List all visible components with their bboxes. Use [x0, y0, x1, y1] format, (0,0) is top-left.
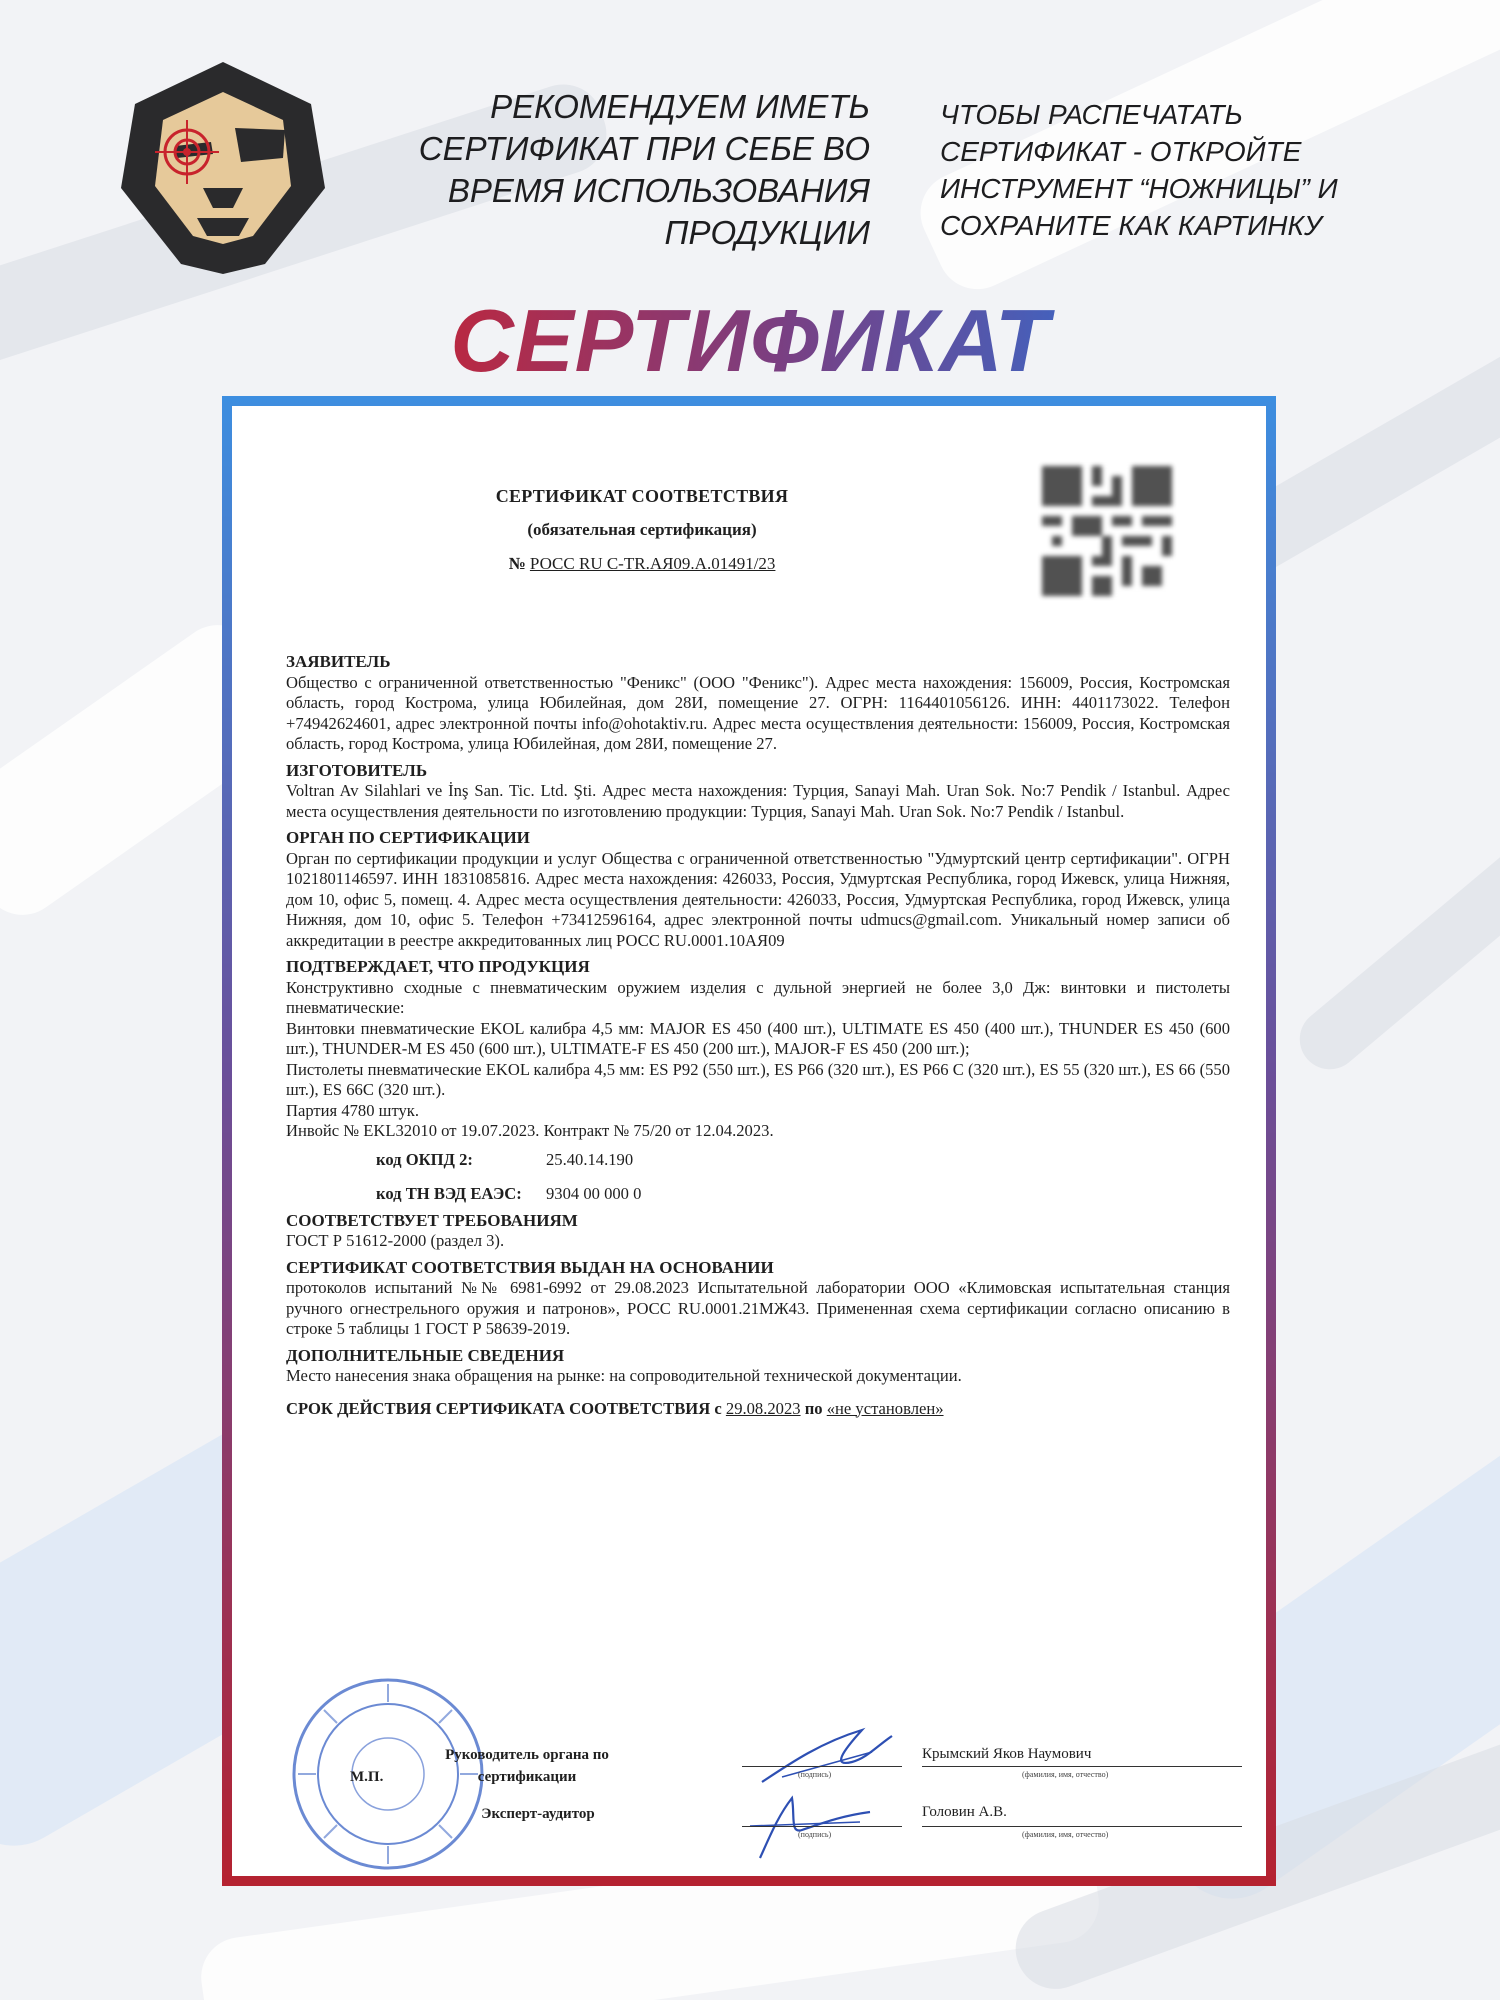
banner-left-line: СЕРТИФИКАТ ПРИ СЕБЕ ВО — [418, 130, 870, 167]
certificate-document — [232, 406, 1266, 1876]
banner-right-note — [940, 96, 1460, 244]
section-text: Voltran Av Silahlari ve İnş San. Tic. Ltd. Şti. Адрес места нахождения: Турция, Sanayi Mah. Uran Sok. No:7 Pendik / Istanbul. Адрес места осуществления деятельности по изготовлению продукции: Турция, Sanayi Mah. Uran Sok. No:7 Pendik / Istanbul. — [286, 781, 1230, 821]
banner-right-line: ЧТОБЫ РАСПЕЧАТАТЬ — [940, 99, 1243, 130]
head-signature-icon — [752, 1722, 902, 1792]
section-title: СЕРТИФИКАТ СООТВЕТСТВИЯ ВЫДАН НА ОСНОВАНИИ — [286, 1257, 774, 1277]
head-name-line — [922, 1766, 1242, 1767]
product-line: Винтовки пневматические EKOL калибра 4,5 мм: MAJOR ES 450 (400 шт.), ULTIMATE ES 450 (400 шт.), THUNDER ES 450 (600 шт.), THUNDER-M ES 450 (600 шт.), ULTIMATE-F ES 450 (200 шт.), MAJOR-F ES 450 (200 шт.); — [286, 1018, 1230, 1058]
product-line: Пистолеты пневматические EKOL калибра 4,5 мм: ES P92 (550 шт.), ES P66 (320 шт.), ES P66 C (320 шт.), ES 55 (320 шт.), ES 66 (550 шт.), ES 66C (320 шт.). — [286, 1059, 1230, 1099]
okpd-row — [376, 1150, 1230, 1171]
validity-from-date: 29.08.2023 — [725, 1398, 801, 1418]
expert-name-line — [922, 1826, 1242, 1827]
sign-caption: (подпись) — [798, 1830, 832, 1839]
expert-name: Головин А.В. — [922, 1804, 1007, 1820]
name-caption: (фамилия, имя, отчество) — [1022, 1830, 1109, 1839]
tnved-value: 9304 00 000 0 — [546, 1184, 642, 1203]
section-title: ПОДТВЕРЖДАЕТ, ЧТО ПРОДУКЦИЯ — [286, 957, 590, 976]
banner-left-line: ПРОДУКЦИИ — [664, 214, 870, 251]
qr-code-icon — [1042, 466, 1172, 596]
product-line: Инвойс № EKL32010 от 19.07.2023. Контракт № 75/20 от 12.04.2023. — [286, 1121, 774, 1140]
validity-label: СРОК ДЕЙСТВИЯ СЕРТИФИКАТА СООТВЕТСТВИЯ — [286, 1398, 711, 1418]
section-title: ОРГАН ПО СЕРТИФИКАЦИИ — [286, 828, 530, 847]
banner-right-line: ИНСТРУМЕНТ “НОЖНИЦЫ” И — [940, 173, 1338, 204]
validity-line — [286, 1399, 1230, 1420]
section-text: Место нанесения знака обращения на рынке: на сопроводительной технической документации. — [286, 1366, 962, 1385]
certificate-frame — [222, 396, 1276, 1886]
name-caption: (фамилия, имя, отчество) — [1022, 1770, 1109, 1779]
validity-from-word: с — [714, 1398, 722, 1418]
validity-to-word: по — [804, 1398, 823, 1418]
certificate-number-value: РОСС RU С-TR.АЯ09.А.01491/23 — [529, 554, 776, 573]
head-sign-line — [742, 1766, 902, 1767]
okpd-value: 25.40.14.190 — [546, 1149, 634, 1169]
validity-to-date: «не установлен» — [826, 1398, 944, 1418]
certificate-number-prefix: № — [508, 554, 526, 573]
banner-right-line: СОХРАНИТЕ КАК КАРТИНКУ — [940, 210, 1322, 241]
section-title: СООТВЕТСТВУЕТ ТРЕБОВАНИЯМ — [286, 1210, 578, 1230]
page-title: СЕРТИФИКАТ — [0, 290, 1500, 392]
section-title: ДОПОЛНИТЕЛЬНЫЕ СВЕДЕНИЯ — [286, 1345, 565, 1365]
section-text: Общество с ограниченной ответственностью "Феникс" (ООО "Феникс"). Адрес места нахождения: 156009, Россия, Костромская область, город Кострома, улица Юбилейная, дом 28И, помещение 27. ОГРН: 1164401056126. ИНН: 4401173022. Телефон +74942624601, адрес электронной почты info@ohotaktiv.ru. Адрес места осуществления деятельности: 156009, Россия, Костромская область, город Кострома, улица Юбилейная, дом 28И, помещение 27. — [286, 672, 1230, 753]
banner-right-line: СЕРТИФИКАТ - ОТКРОЙТЕ — [940, 136, 1302, 167]
certificate-number — [232, 554, 1052, 574]
tnved-row — [376, 1184, 1230, 1205]
product-line: Партия 4780 штук. — [286, 1100, 419, 1120]
banner-left-line: РЕКОМЕНДУЕМ ИМЕТЬ — [490, 88, 870, 125]
product-line: Конструктивно сходные с пневматическим оружием изделия с дульной энергией не более 3,0 Дж: винтовки и пистолеты пневматические: — [286, 977, 1230, 1017]
section-text: Орган по сертификации продукции и услуг Общества с ограниченной ответственностью "Удмуртский центр сертификации". ОГРН 1021801146597. ИНН 1831085816. Адрес места нахождения: 426033, Россия, Удмуртская Республика, город Ижевск, улица Нижняя, дом 10, офис 5, помещ. 4. Адрес места осуществления деятельности: 426033, Россия, Удмуртская Республика, город Ижевск, улица Нижняя, дом 10, офис 5. Телефон +73412596164, адрес электронной почты udmucs@gmail.com. Уникальный номер записи об аккредитации в реестре аккредитованных лиц РОСС RU.0001.10АЯ09 — [286, 848, 1230, 950]
section-text: протоколов испытаний №№ 6981-6992 от 29.08.2023 Испытательной лаборатории ООО «Климовская испытательная станция ручного огнестрельного оружия и патронов», РОСС RU.0001.21МЖ43. Примененная схема сертификации согласно описанию в строке 5 таблицы 1 ГОСТ Р 58639-2019. — [286, 1278, 1230, 1338]
sign-caption: (подпись) — [798, 1770, 832, 1779]
expert-sign-line — [742, 1826, 902, 1827]
certificate-heading: СЕРТИФИКАТ СООТВЕТСТВИЯ — [495, 486, 789, 506]
certificate-subheading: (обязательная сертификация) — [527, 520, 757, 539]
section-text: ГОСТ Р 51612-2000 (раздел 3). — [286, 1231, 505, 1250]
banner-left-note — [350, 86, 870, 254]
banner-left-line: ВРЕМЯ ИСПОЛЬЗОВАНИЯ — [447, 172, 870, 209]
head-name: Крымский Яков Наумович — [922, 1746, 1092, 1762]
section-title: ЗАЯВИТЕЛЬ — [286, 652, 391, 671]
section-title: ИЗГОТОВИТЕЛЬ — [286, 760, 428, 780]
expert-role: Эксперт-аудитор — [481, 1806, 595, 1822]
tnved-label: код ТН ВЭД ЕАЭС: — [376, 1184, 522, 1203]
certificate-body — [286, 652, 1230, 1419]
brand-logo-icon — [115, 58, 331, 278]
okpd-label: код ОКПД 2: — [376, 1149, 473, 1169]
head-role: Руководитель органа по сертификации — [445, 1747, 609, 1785]
stamp-place-label: М.П. — [350, 1769, 384, 1785]
